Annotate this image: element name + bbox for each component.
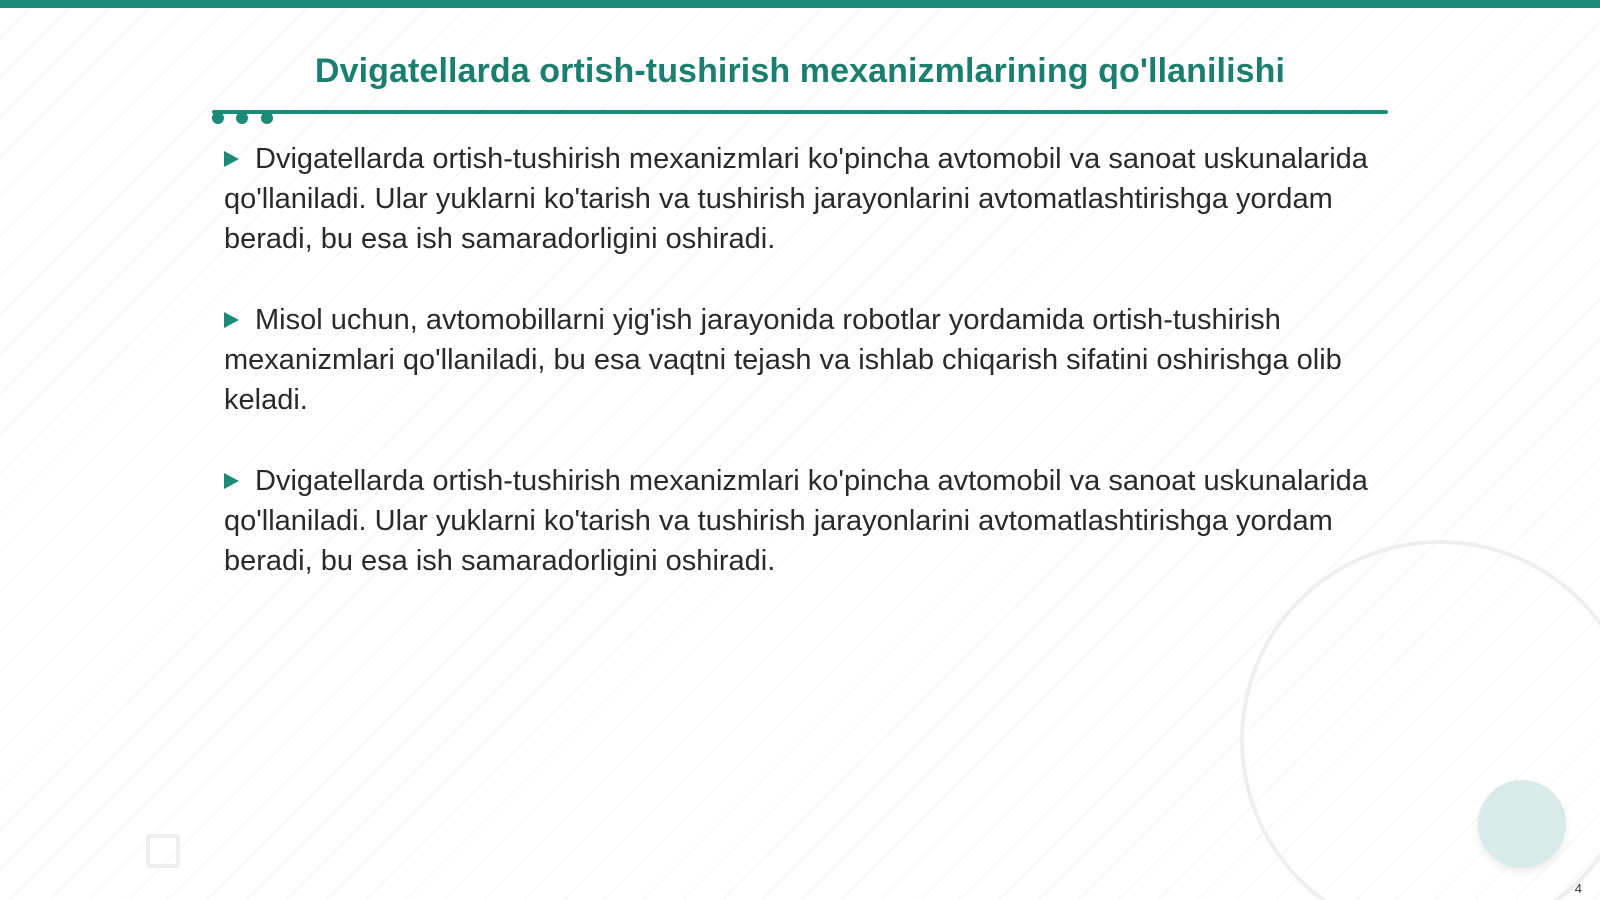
bullet-item xyxy=(224,139,1374,259)
slide-number: 4 xyxy=(1574,881,1582,896)
bullet-text: Misol uchun, avtomobillarni yig'ish jarayonida robotlar yordamida ortish-tushirish mexanizmlari qo'llaniladi, bu esa vaqtni tejash va ishlab chiqarish sifatini oshirishga olib keladi. xyxy=(224,304,1342,416)
title-underline-dots xyxy=(212,112,282,124)
bullet-item xyxy=(224,300,1374,420)
bullet-text: Dvigatellarda ortish-tushirish mexanizmlari ko'pincha avtomobil va sanoat uskunalarida qo'llaniladi. Ular yuklarni ko'tarish va tushirish jarayonlarini avtomatlashtirishga yordam beradi, bu esa ish samaradorligini oshiradi. xyxy=(224,465,1368,577)
underline-dot xyxy=(212,112,224,124)
decorative-circle xyxy=(1478,780,1566,868)
bullet-item xyxy=(224,461,1374,581)
bullet-text: Dvigatellarda ortish-tushirish mexanizmlari ko'pincha avtomobil va sanoat uskunalarida qo'llaniladi. Ular yuklarni ko'tarish va tushirish jarayonlarini avtomatlashtirishga yordam beradi, bu esa ish samaradorligini oshiradi. xyxy=(224,143,1368,255)
slide-title: Dvigatellarda ortish-tushirish mexanizmlarining qo'llanilishi xyxy=(314,52,1286,90)
underline-dot xyxy=(261,112,273,124)
triangle-right-icon xyxy=(224,312,239,328)
triangle-right-icon xyxy=(224,151,239,167)
bullet-list xyxy=(224,139,1374,622)
decorative-square xyxy=(146,834,180,868)
underline-dot xyxy=(236,112,248,124)
title-underline xyxy=(212,110,1388,114)
top-accent-bar xyxy=(0,0,1600,8)
triangle-right-icon xyxy=(224,473,239,489)
